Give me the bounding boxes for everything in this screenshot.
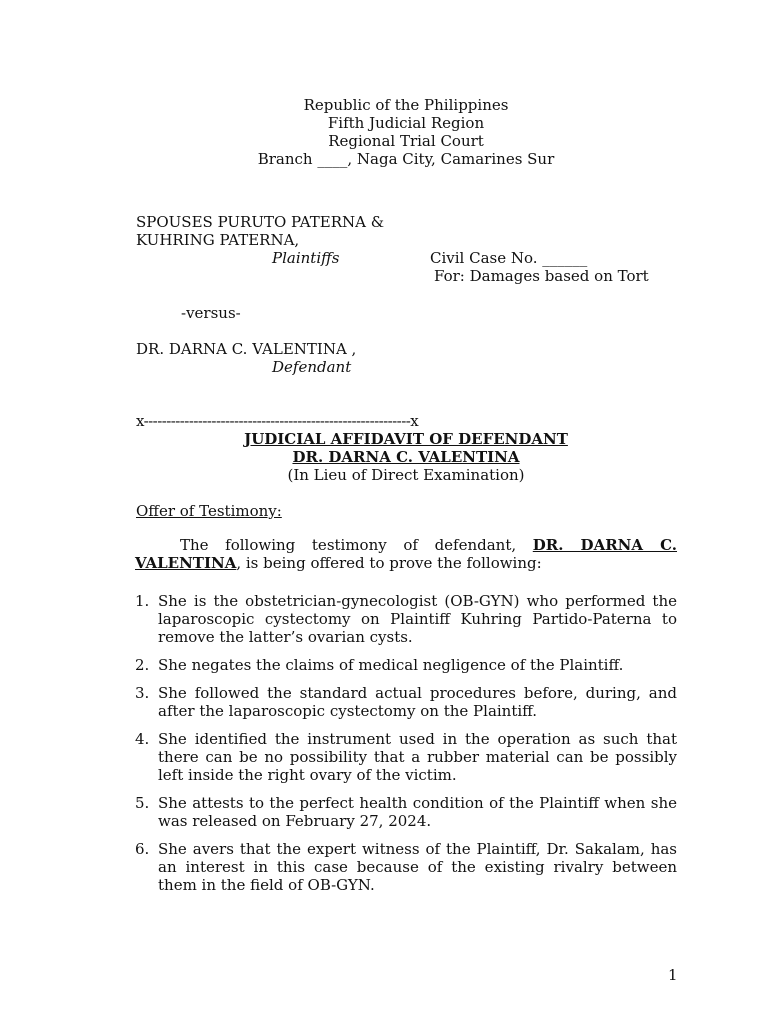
court-region: Fifth Judicial Region [327, 114, 485, 132]
offer-intro-name: DR. DARNA C. VALENTINA [135, 536, 678, 572]
court-branch: Branch ____, Naga City, Camarines Sur [257, 150, 555, 168]
list-item: 3. She followed the standard actual procedures before, during, and after the laparoscopic cystectomy on the Plaintiff. [135, 684, 677, 720]
list-item: 4. She identified the instrument used in the operation as such that there can be no possibility that a rubber material can be possibly left inside the right ovary of the victim. [135, 730, 677, 784]
offer-intro-post: , is being offered to prove the following: [236, 554, 542, 572]
plaintiffs-line1: SPOUSES PURUTO PATERNA & [136, 213, 385, 231]
case-nature: For: Damages based on Tort [434, 267, 649, 285]
list-item: 1. She is the obstetrician-gynecologist (OB-GYN) who performed the laparoscopic cystectomy on Plaintiff Kuhring Partido-Paterna to remove the latter’s ovarian cysts. [135, 592, 677, 646]
caption-separator: x-----------------------------------------------------------x [136, 412, 419, 430]
defendant-label: Defendant [272, 358, 352, 376]
plaintiffs-label: Plaintiffs [272, 249, 340, 267]
list-item: 2. She negates the claims of medical negligence of the Plaintiff. [135, 656, 624, 674]
court-name: Regional Trial Court [328, 132, 484, 150]
offer-intro-pre: The following testimony of defendant, [180, 536, 533, 554]
page-number: 1 [668, 966, 678, 984]
list-item: 6. She avers that the expert witness of the Plaintiff, Dr. Sakalam, has an interest in this case because of the existing rivalry between them in the field of OB-GYN. [135, 840, 677, 894]
offer-heading: Offer of Testimony: [136, 502, 282, 520]
affidavit-subtitle: (In Lieu of Direct Examination) [287, 466, 525, 484]
affiant-name-title: DR. DARNA C. VALENTINA [292, 448, 520, 466]
versus-label: -versus- [181, 304, 241, 322]
offer-intro [135, 536, 677, 572]
list-item: 5. She attests to the perfect health condition of the Plaintiff when she was released on February 27, 2024. [135, 794, 677, 830]
defendant-name: DR. DARNA C. VALENTINA , [136, 340, 357, 358]
plaintiffs-line2: KUHRING PATERNA, [136, 231, 300, 249]
court-republic: Republic of the Philippines [303, 96, 509, 114]
affidavit-title: JUDICIAL AFFIDAVIT OF DEFENDANT [244, 430, 568, 448]
civil-case-number: Civil Case No. ______ [430, 249, 588, 267]
testimony-list [135, 592, 677, 894]
